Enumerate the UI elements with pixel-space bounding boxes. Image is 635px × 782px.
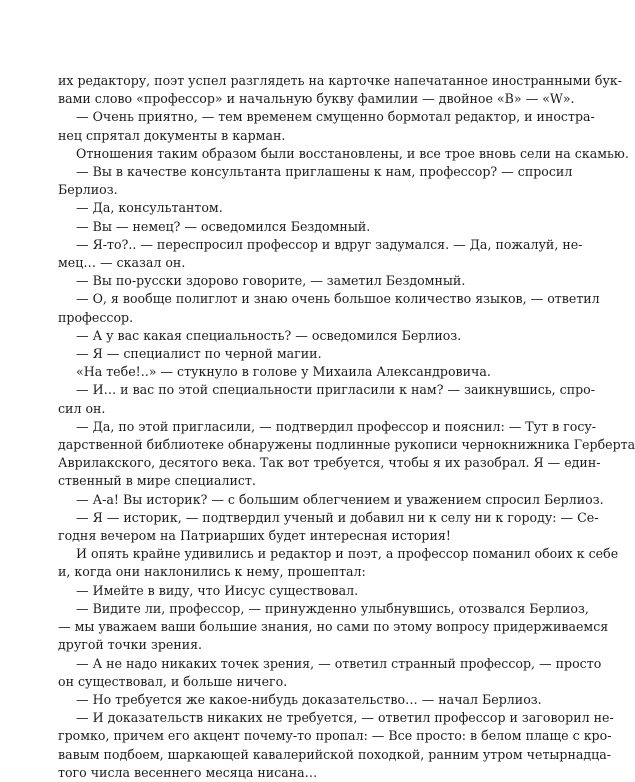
text-line: — Имейте в виду, что Иисус существовал. (76, 582, 359, 598)
text-line: Берлиоз. (58, 182, 118, 198)
text-line: годня вечером на Патриарших будет интересная история! (58, 528, 451, 544)
text-line: мец… — сказал он. (58, 255, 186, 271)
text-line: И опять крайне удивились и редактор и поэт, а профессор поманил обоих к себе (76, 546, 619, 562)
text-line: и, когда они наклонились к нему, прошептал: (58, 564, 366, 580)
text-line: ственный в мире специалист. (58, 473, 256, 489)
text-line: он существовал, и больше ничего. (58, 673, 288, 689)
text-line: Аврилакского, десятого века. Так вот требуется, чтобы я их разобрал. Я — един- (58, 455, 601, 471)
text-line: — Очень приятно, — тем временем смущенно бормотал редактор, и иностра- (76, 109, 595, 125)
text-line: — Да, консультантом. (76, 200, 223, 216)
text-line: их редактору, поэт успел разглядеть на карточке напечатанное иностранными бук- (58, 73, 623, 88)
text-line: — мы уважаем ваши большие знания, но сами по этому вопросу придерживаемся (58, 619, 609, 635)
text-line: — Вы в качестве консультанта приглашены к нам, профессор? — спросил (76, 164, 573, 180)
text-line: — Я — историк, — подтвердил ученый и добавил ни к селу ни к городу: — Се- (76, 509, 599, 525)
text-line: вами слово «профессор» и начальную букву фамилии — двойное «В» — «W». (58, 91, 575, 107)
text-line: — Видите ли, профессор, — принужденно улыбнувшись, отозвался Берлиоз, (76, 600, 589, 616)
text-line: — О, я вообще полиглот и знаю очень большое количество языков, — ответил (76, 291, 600, 307)
text-line: громко, причем его акцент почему-то пропал: — Все просто: в белом плаще с кро- (58, 728, 612, 744)
text-line: дарственной библиотеке обнаружены подлинные рукописи чернокнижника Герберта (58, 437, 635, 453)
text-line: вавым подбоем, шаркающей кавалерийской походкой, ранним утром четырнадца- (58, 746, 612, 762)
text-line: — Я — специалист по черной магии. (76, 346, 322, 362)
text-line: Отношения таким образом были восстановлены, и все трое вновь сели на скамью. (76, 145, 629, 161)
text-line: нец спрятал документы в карман. (58, 127, 286, 143)
book-page-text (58, 72, 635, 782)
text-line: другой точки зрения. (58, 637, 203, 653)
text-line: — А не надо никаких точек зрения, — ответил странный профессор, — просто (76, 655, 602, 671)
text-line: — Да, по этой пригласили, — подтвердил профессор и пояснил: — Тут в госу- (76, 418, 597, 434)
text-line: — И… и вас по этой специальности пригласили к нам? — заикнувшись, спро- (76, 382, 595, 398)
text-line: — И доказательств никаких не требуется, — ответил профессор и заговорил не- (76, 710, 614, 726)
text-line: — А-а! Вы историк? — с большим облегчением и уважением спросил Берлиоз. (76, 491, 604, 507)
text-line: «На тебе!..» — стукнуло в голове у Михаила Александровича. (76, 364, 491, 380)
text-line: — Вы по-русски здорово говорите, — заметил Бездомный. (76, 273, 466, 289)
text-line: — Вы — немец? — осведомился Бездомный. (76, 218, 371, 234)
text-line: сил он. (58, 400, 106, 416)
text-line: — Я-то?.. — переспросил профессор и вдруг задумался. — Да, пожалуй, не- (76, 236, 583, 252)
text-line: того числа весеннего месяца нисана… (58, 764, 318, 780)
text-line: — Но требуется же какое-нибудь доказательство… — начал Берлиоз. (76, 691, 542, 707)
text-line: — А у вас какая специальность? — осведомился Берлиоз. (76, 327, 462, 343)
text-line: профессор. (58, 309, 134, 325)
